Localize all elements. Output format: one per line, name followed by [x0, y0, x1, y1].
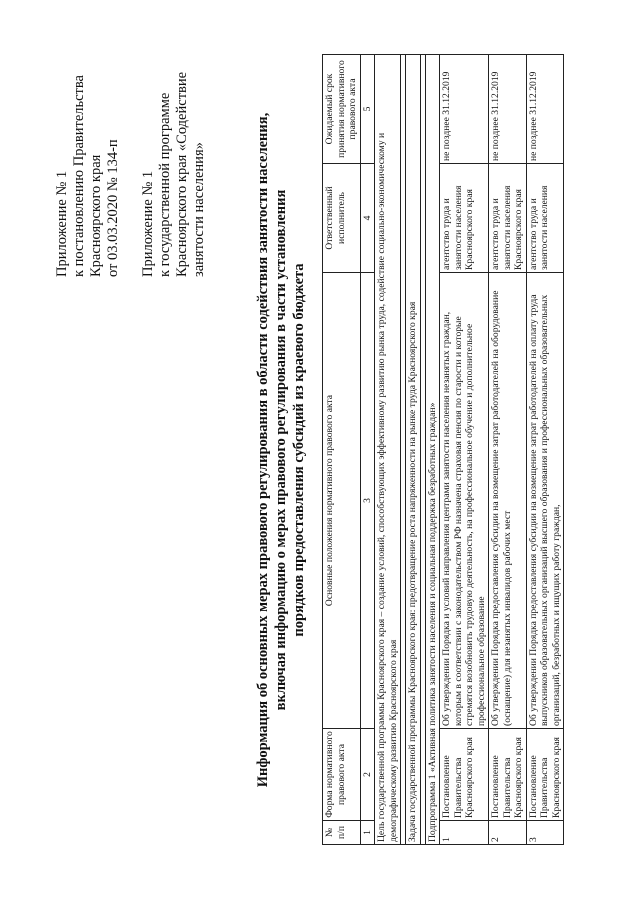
row-deadline: не позднее 31.12.2019 — [526, 55, 564, 164]
column-number: 2 — [360, 729, 375, 821]
column-number: 1 — [360, 821, 375, 845]
row-number: 1 — [440, 821, 489, 845]
goal-row — [375, 55, 401, 845]
header-line: Красноярского края «Содействие — [174, 71, 190, 277]
header-line: от 03.03.2020 № 134-п — [105, 139, 121, 277]
subprogram-title: Подпрограмма 1 «Активная политика занятости населения и социальная поддержка безработных граждан» — [425, 55, 440, 845]
table-row — [489, 55, 527, 845]
title-line: Информация об основных мерах правового регулирования в области содействия занятости населения, — [255, 112, 271, 788]
header-line: Приложение № 1 — [54, 170, 70, 277]
row-executor: агентство труда и занятости населения — [526, 164, 564, 273]
title-line: порядков предоставления субсидий из краевого бюджета — [291, 263, 307, 637]
row-content: Об утверждении Порядка предоставления субсидии на возмещение затрат работодателей на оплату труда выпускников образовательных организаций высшего образования и профессиональных образовательных организаций, безработных и ищущих работу граждан, — [526, 273, 564, 729]
header-cell-number: № п/п — [323, 821, 361, 845]
column-number: 5 — [360, 55, 375, 164]
row-executor: агентство труда и занятости населения Красноярского края — [489, 164, 527, 273]
row-number: 3 — [526, 821, 564, 845]
title-line: включая информацию о мерах правового регулирования в части установления — [273, 189, 289, 711]
table-header-row — [323, 55, 361, 845]
header-line: Приложение № 1 — [140, 170, 156, 277]
header-cell-form: Форма нормативного правового акта — [323, 729, 361, 821]
row-deadline: не позднее 31.12.2019 — [440, 55, 489, 164]
appendix-decree-header — [54, 75, 122, 277]
table-row — [440, 55, 489, 845]
subprogram-row — [425, 55, 440, 845]
column-number: 4 — [360, 164, 375, 273]
row-deadline: не позднее 31.12.2019 — [489, 55, 527, 164]
document-title — [254, 90, 308, 810]
row-content: Об утверждении Порядка предоставления субсидии на возмещение затрат работодателей на оборудование (оснащение) для незанятых инвалидов рабочих мест — [489, 273, 527, 729]
row-form: Постановление Правительства Красноярского края — [526, 729, 564, 821]
header-line: Красноярского края — [88, 154, 104, 277]
row-form: Постановление Правительства Красноярского края — [489, 729, 527, 821]
row-number: 2 — [489, 821, 527, 845]
row-content: Об утверждении Порядка и условий направления центрами занятости населения незанятых граждан, которым в соответствии с законодательством РФ назначена страховая пенсия по старости и которые стремятся возобновить трудовую деятельность, на профессиональное обучение и дополнительное профессиональное образование — [440, 273, 489, 729]
header-cell-executor: Ответственный исполнитель — [323, 164, 361, 273]
program-goal: Цель государственной программы Красноярского края – создание условий, способствующих эффективному развитию рынка труда, содействие социально-экономическому и демографическому развитию Красноярского края — [375, 55, 401, 845]
row-executor: агентство труда и занятости населения Красноярского края — [440, 164, 489, 273]
row-form: Постановление Правительства Красноярского края — [440, 729, 489, 821]
column-number-row — [360, 55, 375, 845]
task-row — [406, 55, 421, 845]
column-number: 3 — [360, 273, 375, 729]
regulation-measures-table — [322, 54, 564, 845]
header-line: занятости населения» — [191, 142, 207, 277]
appendix-program-header — [140, 72, 208, 277]
program-task: Задача государственной программы Красноярского края: предотвращение роста напряженности на рынке труда Красноярского края — [406, 55, 421, 845]
header-cell-deadline: Ожидаемый срок принятия нормативного правового акта — [323, 55, 361, 164]
header-line: к государственной программе — [157, 92, 173, 277]
table-row — [526, 55, 564, 845]
header-cell-content: Основные положения нормативного правового акта — [323, 273, 361, 729]
header-line: к постановлению Правительства — [71, 75, 87, 277]
